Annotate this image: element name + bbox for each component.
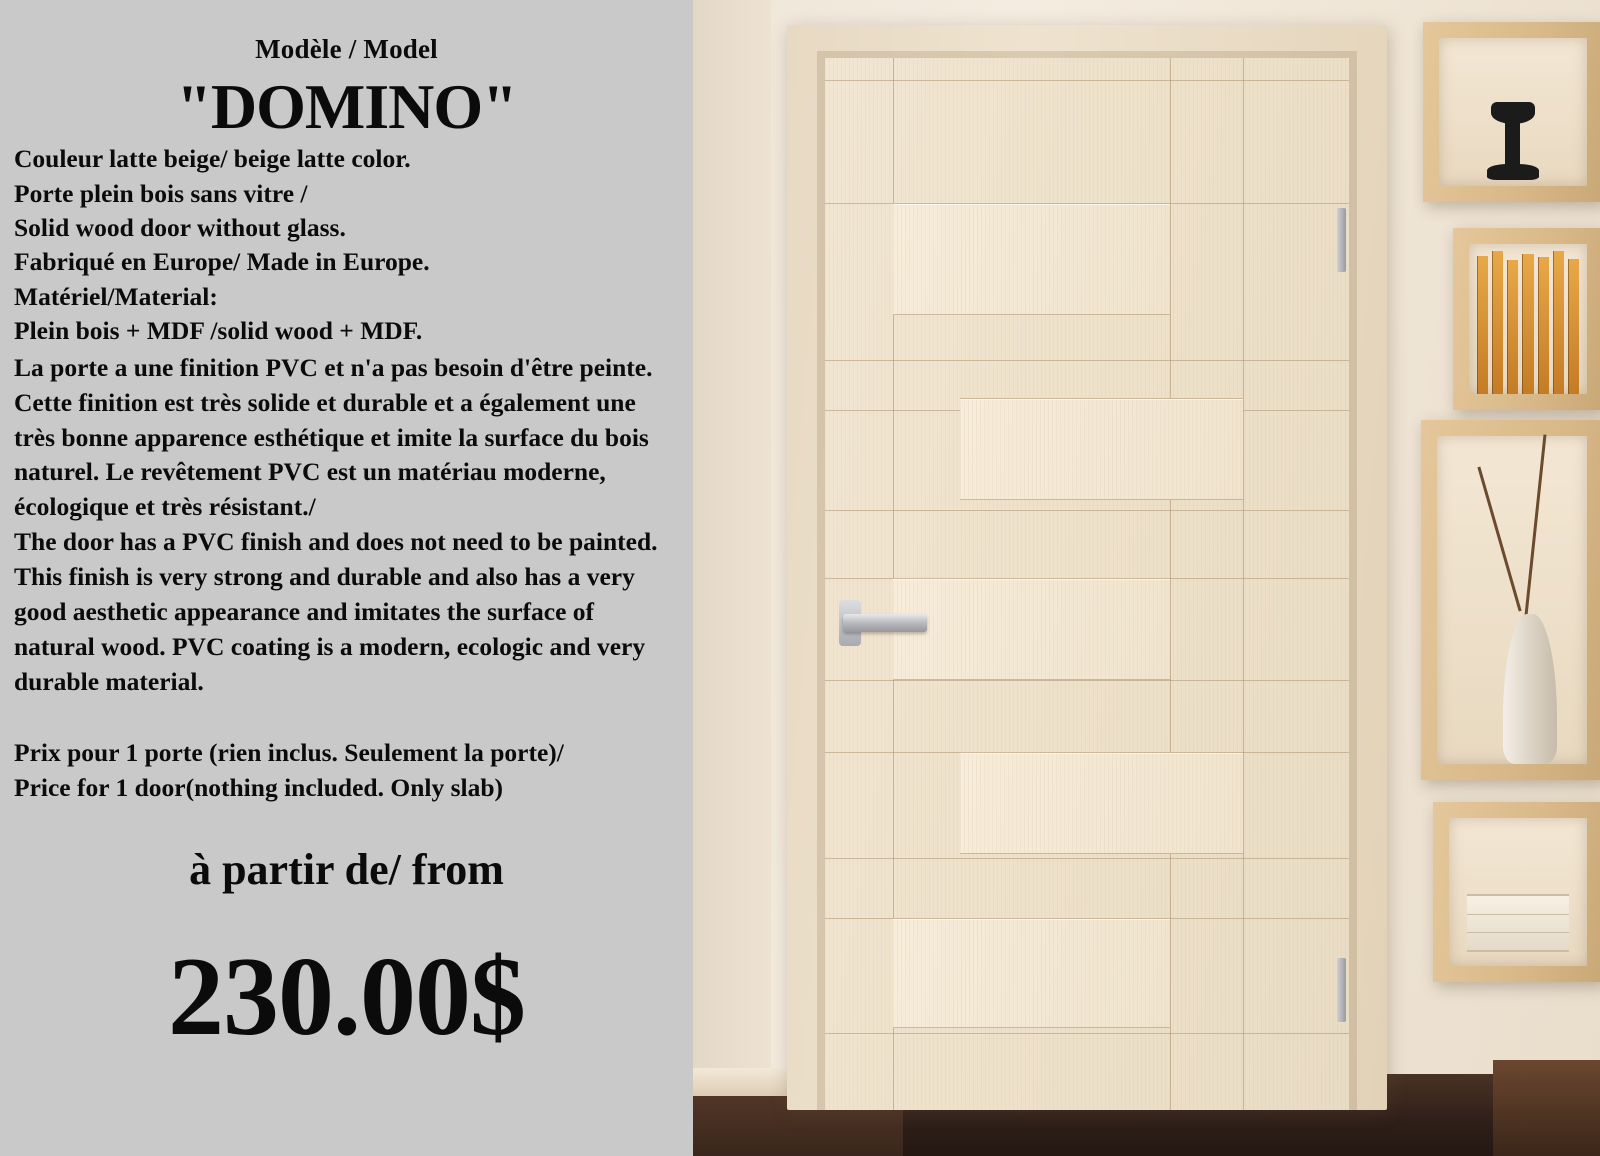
book (1538, 257, 1549, 394)
wall-shelf-candle (1423, 22, 1600, 202)
description-english: The door has a PVC finish and does not need to be painted. This finish is very strong and durable and also has a very good aesthetic appearance and imitates the surface of natural wood. PVC coating is a modern, ecologic and very durable material. (14, 527, 658, 697)
from-label: à partir de/ from (189, 844, 504, 894)
branch-decor-icon (1477, 466, 1521, 611)
info-panel (0, 0, 693, 1156)
shelf-interior (1449, 818, 1587, 966)
price-note-block (14, 736, 679, 806)
door-hinge-top-icon (1337, 208, 1346, 272)
price-value: 230.00$ (168, 934, 525, 1059)
stacked-boxes-icon (1467, 894, 1569, 952)
stack-line (1467, 914, 1569, 915)
door-seam (825, 858, 1349, 859)
shelf-interior (1469, 244, 1587, 394)
door-seam (825, 510, 1349, 511)
model-label: Modèle / Model (255, 34, 438, 64)
door-panel (893, 578, 1170, 680)
wall-shelf-books (1453, 228, 1600, 410)
price-note-english: Price for 1 door(nothing included. Only slab) (14, 772, 504, 802)
door-panel (960, 752, 1243, 854)
vase-icon (1503, 614, 1557, 764)
stack-line (1467, 932, 1569, 933)
product-photo (693, 0, 1600, 1156)
book (1507, 260, 1518, 394)
door-panel (893, 203, 1170, 315)
book (1568, 259, 1579, 394)
door-seam (825, 1033, 1349, 1034)
book (1522, 254, 1533, 394)
door-panel (960, 398, 1243, 500)
spec-list (14, 142, 679, 349)
book (1553, 251, 1564, 394)
spec-item: Solid wood door without glass. (14, 213, 346, 243)
description-block (14, 351, 679, 700)
shelf-interior (1439, 38, 1587, 186)
spec-item: Porte plein bois sans vitre / (14, 178, 308, 208)
door-hinge-bottom-icon (1337, 958, 1346, 1022)
books-group-icon (1477, 250, 1579, 394)
door-seam (825, 80, 1349, 81)
door-slab (825, 58, 1349, 1110)
door-vertical-rail (1243, 58, 1244, 1110)
door-seam (825, 360, 1349, 361)
wall-shelf-vase (1421, 420, 1600, 780)
candle-cup (1491, 102, 1535, 124)
door-vertical-rail (1170, 58, 1171, 1110)
spec-item: Fabriqué en Europe/ Made in Europe. (14, 247, 430, 277)
spec-item: Couleur latte beige/ beige latte color. (14, 144, 411, 174)
wall-left-return (693, 0, 771, 1156)
spec-item: Plein bois + MDF /solid wood + MDF. (14, 316, 423, 346)
book (1477, 256, 1488, 394)
door-handle[interactable] (843, 614, 927, 632)
price-note-french: Prix pour 1 porte (rien inclus. Seulement la porte)/ (14, 737, 564, 767)
door-frame (787, 25, 1387, 1110)
wall-shelf-stack (1433, 802, 1600, 982)
description-french: La porte a une finition PVC et n'a pas besoin d'être peinte. Cette finition est très solide et durable et a également une très bonne apparence esthétique et imite la surface du bois naturel. Le revêtement PVC est un matériau moderne, écologique et très résistant./ (14, 352, 653, 522)
door-panel (893, 918, 1170, 1028)
book (1492, 251, 1503, 394)
candle-stem (1505, 120, 1520, 168)
door-seam (825, 680, 1349, 681)
spec-item: Matériel/Material: (14, 281, 218, 311)
floor-strip (1493, 1060, 1600, 1156)
model-name: "DOMINO" (176, 71, 517, 142)
shelf-interior (1437, 436, 1587, 764)
